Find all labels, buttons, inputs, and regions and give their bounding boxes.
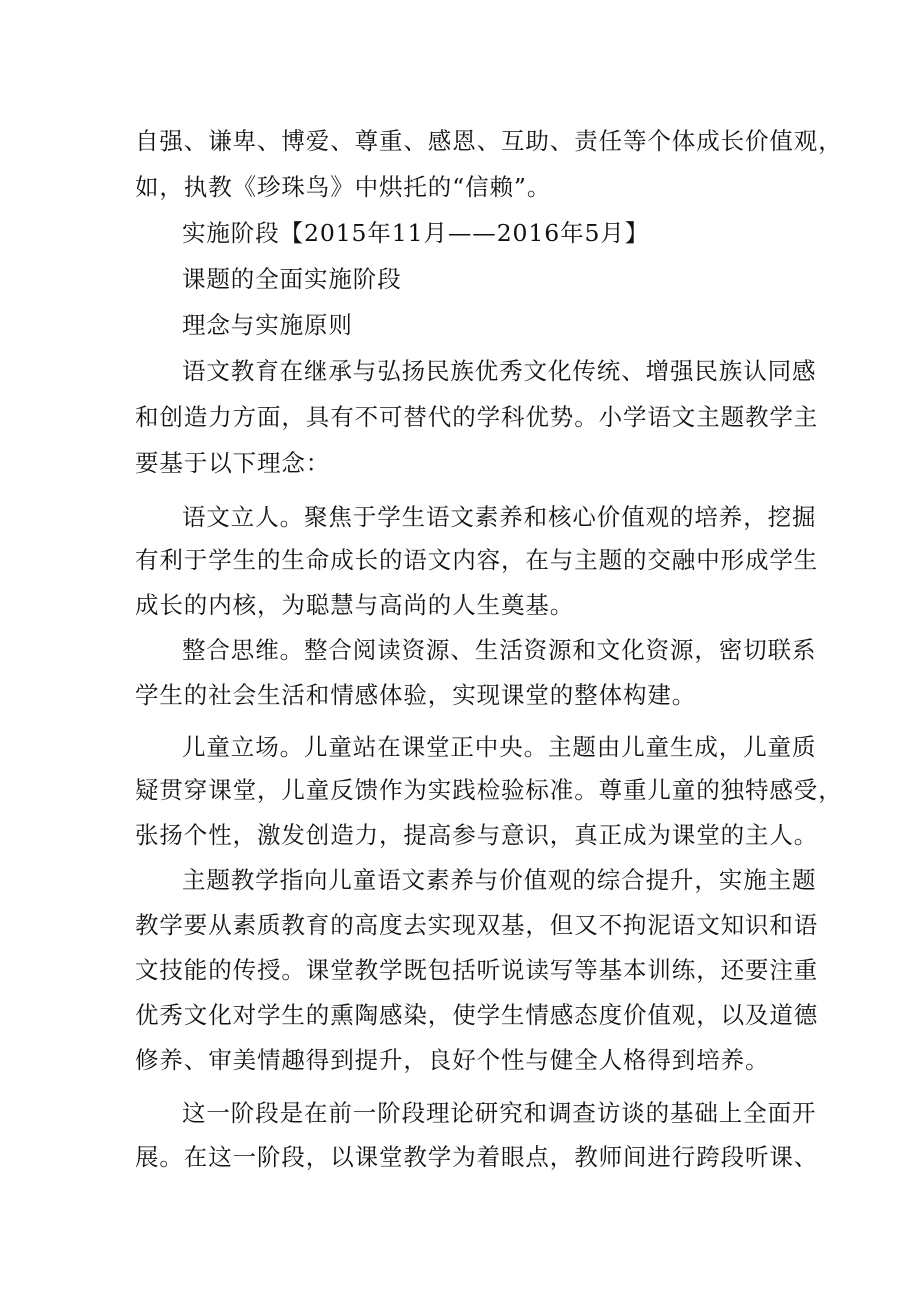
paragraph-first-line: 主题教学指向儿童语文素养与价值观的综合提升，实施主题 <box>182 866 817 894</box>
section-heading: 实施阶段【2015年11月——2016年5月】 <box>182 219 650 247</box>
text-line: 要基于以下理念： <box>135 449 331 477</box>
text-line: 课题的全面实施阶段 <box>182 265 402 293</box>
text-line: 如，执教《珍珠鸟》中烘托的“信赖”。 <box>135 173 552 201</box>
paragraph-first-line: 语文教育在继承与弘扬民族优秀文化传统、增强民族认同感 <box>182 357 817 385</box>
text-line: 展。在这一阶段，以课堂教学为着眼点，教师间进行跨段听课、 <box>135 1143 819 1171</box>
text-line: 优秀文化对学生的熏陶感染，使学生情感态度价值观，以及道德 <box>135 1001 819 1029</box>
text-line: 教学要从素质教育的高度去实现双基，但又不拘泥语文知识和语 <box>135 911 819 939</box>
text-line: 疑贯穿课堂，儿童反馈作为实践检验标准。尊重儿童的独特感受， <box>135 776 843 804</box>
paragraph-first-line: 这一阶段是在前一阶段理论研究和调查访谈的基础上全面开 <box>182 1099 817 1127</box>
paragraph-first-line: 语文立人。聚焦于学生语文素养和核心价值观的培养，挖掘 <box>182 503 817 531</box>
text-line: 自强、谦卑、博爱、尊重、感恩、互助、责任等个体成长价值观， <box>135 127 843 155</box>
paragraph-first-line: 整合思维。整合阅读资源、生活资源和文化资源，密切联系 <box>182 636 817 664</box>
text-line: 修养、审美情趣得到提升，良好个性与健全人格得到培养。 <box>135 1046 770 1074</box>
text-line: 张扬个性，激发创造力，提高参与意识，真正成为课堂的主人。 <box>135 821 819 849</box>
text-line: 理念与实施原则 <box>182 311 353 339</box>
paragraph-first-line: 儿童立场。儿童站在课堂正中央。主题由儿童生成，儿童质 <box>182 733 817 761</box>
text-line: 文技能的传授。课堂教学既包括听说读写等基本训练，还要注重 <box>135 956 819 984</box>
text-line: 有利于学生的生命成长的语文内容，在与主题的交融中形成学生 <box>135 546 819 574</box>
text-line: 和创造力方面，具有不可替代的学科优势。小学语文主题教学主 <box>135 403 819 431</box>
text-line: 成长的内核，为聪慧与高尚的人生奠基。 <box>135 591 575 619</box>
text-line: 学生的社会生活和情感体验，实现课堂的整体构建。 <box>135 681 697 709</box>
